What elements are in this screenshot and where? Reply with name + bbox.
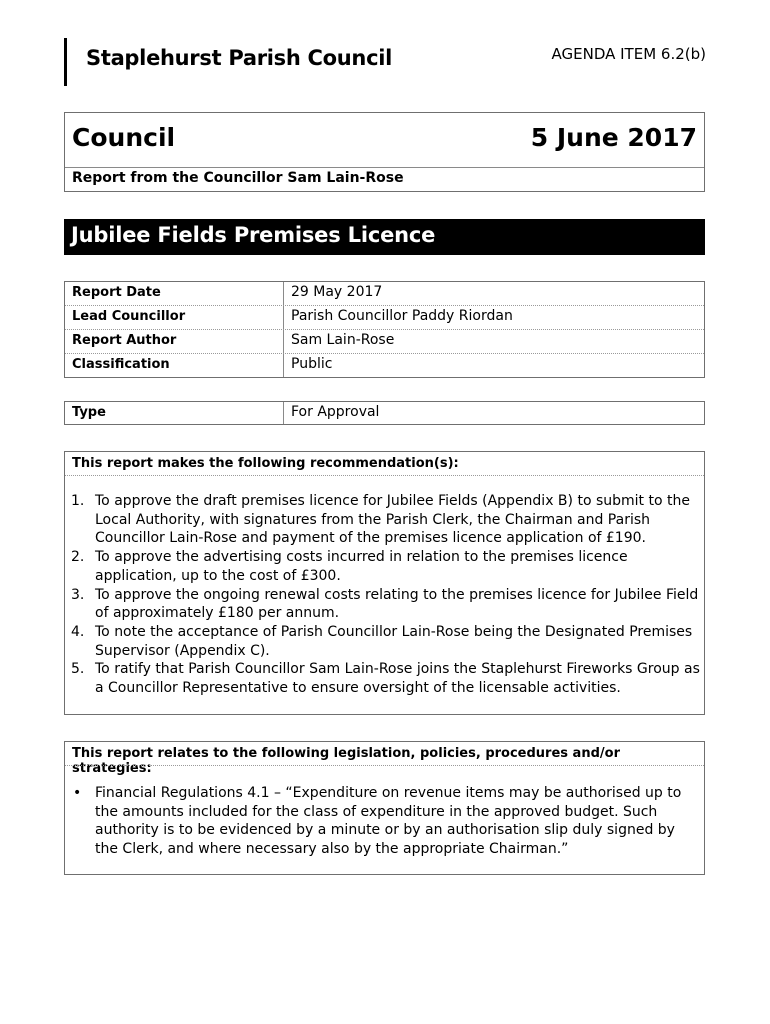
header-rule	[64, 38, 67, 86]
divider	[65, 765, 704, 766]
item-text: To approve the draft premises licence for Jubilee Fields (Appendix B) to submit to the Local Authority, with signatures from the Parish Clerk, the Chairman and Parish Councillor Lain-Rose and payment of the premises licence application of £190.	[95, 493, 690, 547]
meeting-box	[64, 112, 705, 192]
list-item	[65, 492, 700, 548]
details-row-report-date	[65, 282, 704, 305]
details-value: Sam Lain-Rose	[291, 332, 395, 348]
type-value: For Approval	[291, 404, 380, 420]
details-label: Report Author	[65, 330, 284, 353]
details-row-lead-councillor	[65, 305, 704, 329]
type-table	[64, 401, 705, 425]
item-number: 3.	[71, 586, 85, 603]
item-text: To approve the advertising costs incurred in relation to the premises licence application, up to the cost of £300.	[95, 549, 628, 584]
item-text: To ratify that Parish Councillor Sam Lain-Rose joins the Staplehurst Fireworks Group as a Councillor Representative to ensure oversight of the licensable activities.	[95, 661, 700, 697]
item-number: 4.	[71, 623, 85, 640]
list-item	[65, 623, 700, 660]
legislation-heading: This report relates to the following legislation, policies, procedures and/or strategies:	[72, 746, 620, 776]
recommendations-box	[64, 451, 705, 715]
list-item	[65, 586, 700, 623]
details-label: Lead Councillor	[65, 306, 284, 329]
meeting-date: 5 June 2017	[530, 123, 697, 152]
list-item	[65, 660, 700, 697]
type-row	[65, 402, 704, 424]
agenda-item: AGENDA ITEM 6.2(b)	[551, 45, 706, 63]
organisation-name: Staplehurst Parish Council	[86, 46, 393, 70]
recommendations-heading: This report makes the following recommendation(s):	[72, 456, 459, 471]
meeting-header	[65, 113, 704, 168]
legislation-list	[65, 784, 700, 859]
legislation-box	[64, 741, 705, 875]
meeting-title: Council	[72, 123, 176, 152]
item-number: 5.	[71, 661, 85, 678]
item-text: Financial Regulations 4.1 – “Expenditure on revenue items may be authorised up to the amounts included for the class of expenditure in the approved budget. Such authority is to be evidenced by a minute or by an authorisation slip duly signed by the Clerk, and where necessary also by the appropriate Chairman.”	[95, 785, 682, 858]
item-text: To note the acceptance of Parish Councillor Lain-Rose being the Designated Premises Supervisor (Appendix C).	[95, 623, 693, 659]
report-from: Report from the Councillor Sam Lain-Rose	[72, 170, 404, 186]
details-row-report-author	[65, 329, 704, 353]
recommendations-list	[65, 492, 700, 698]
details-row-classification	[65, 353, 704, 377]
details-label: Report Date	[65, 282, 284, 305]
item-number: 1.	[71, 493, 85, 509]
item-text: To approve the ongoing renewal costs relating to the premises licence for Jubilee Field of approximately £180 per annum.	[95, 586, 699, 622]
details-value: Parish Councillor Paddy Riordan	[291, 308, 513, 324]
list-item	[65, 784, 700, 859]
details-label: Classification	[65, 354, 284, 377]
details-value: Public	[291, 356, 333, 372]
type-label: Type	[65, 402, 284, 424]
divider	[65, 475, 704, 476]
list-item	[65, 548, 700, 585]
bullet-icon: •	[73, 785, 82, 801]
item-number: 2.	[71, 549, 85, 566]
details-value: 29 May 2017	[291, 284, 383, 300]
details-table	[64, 281, 705, 378]
report-title: Jubilee Fields Premises Licence	[64, 219, 705, 255]
